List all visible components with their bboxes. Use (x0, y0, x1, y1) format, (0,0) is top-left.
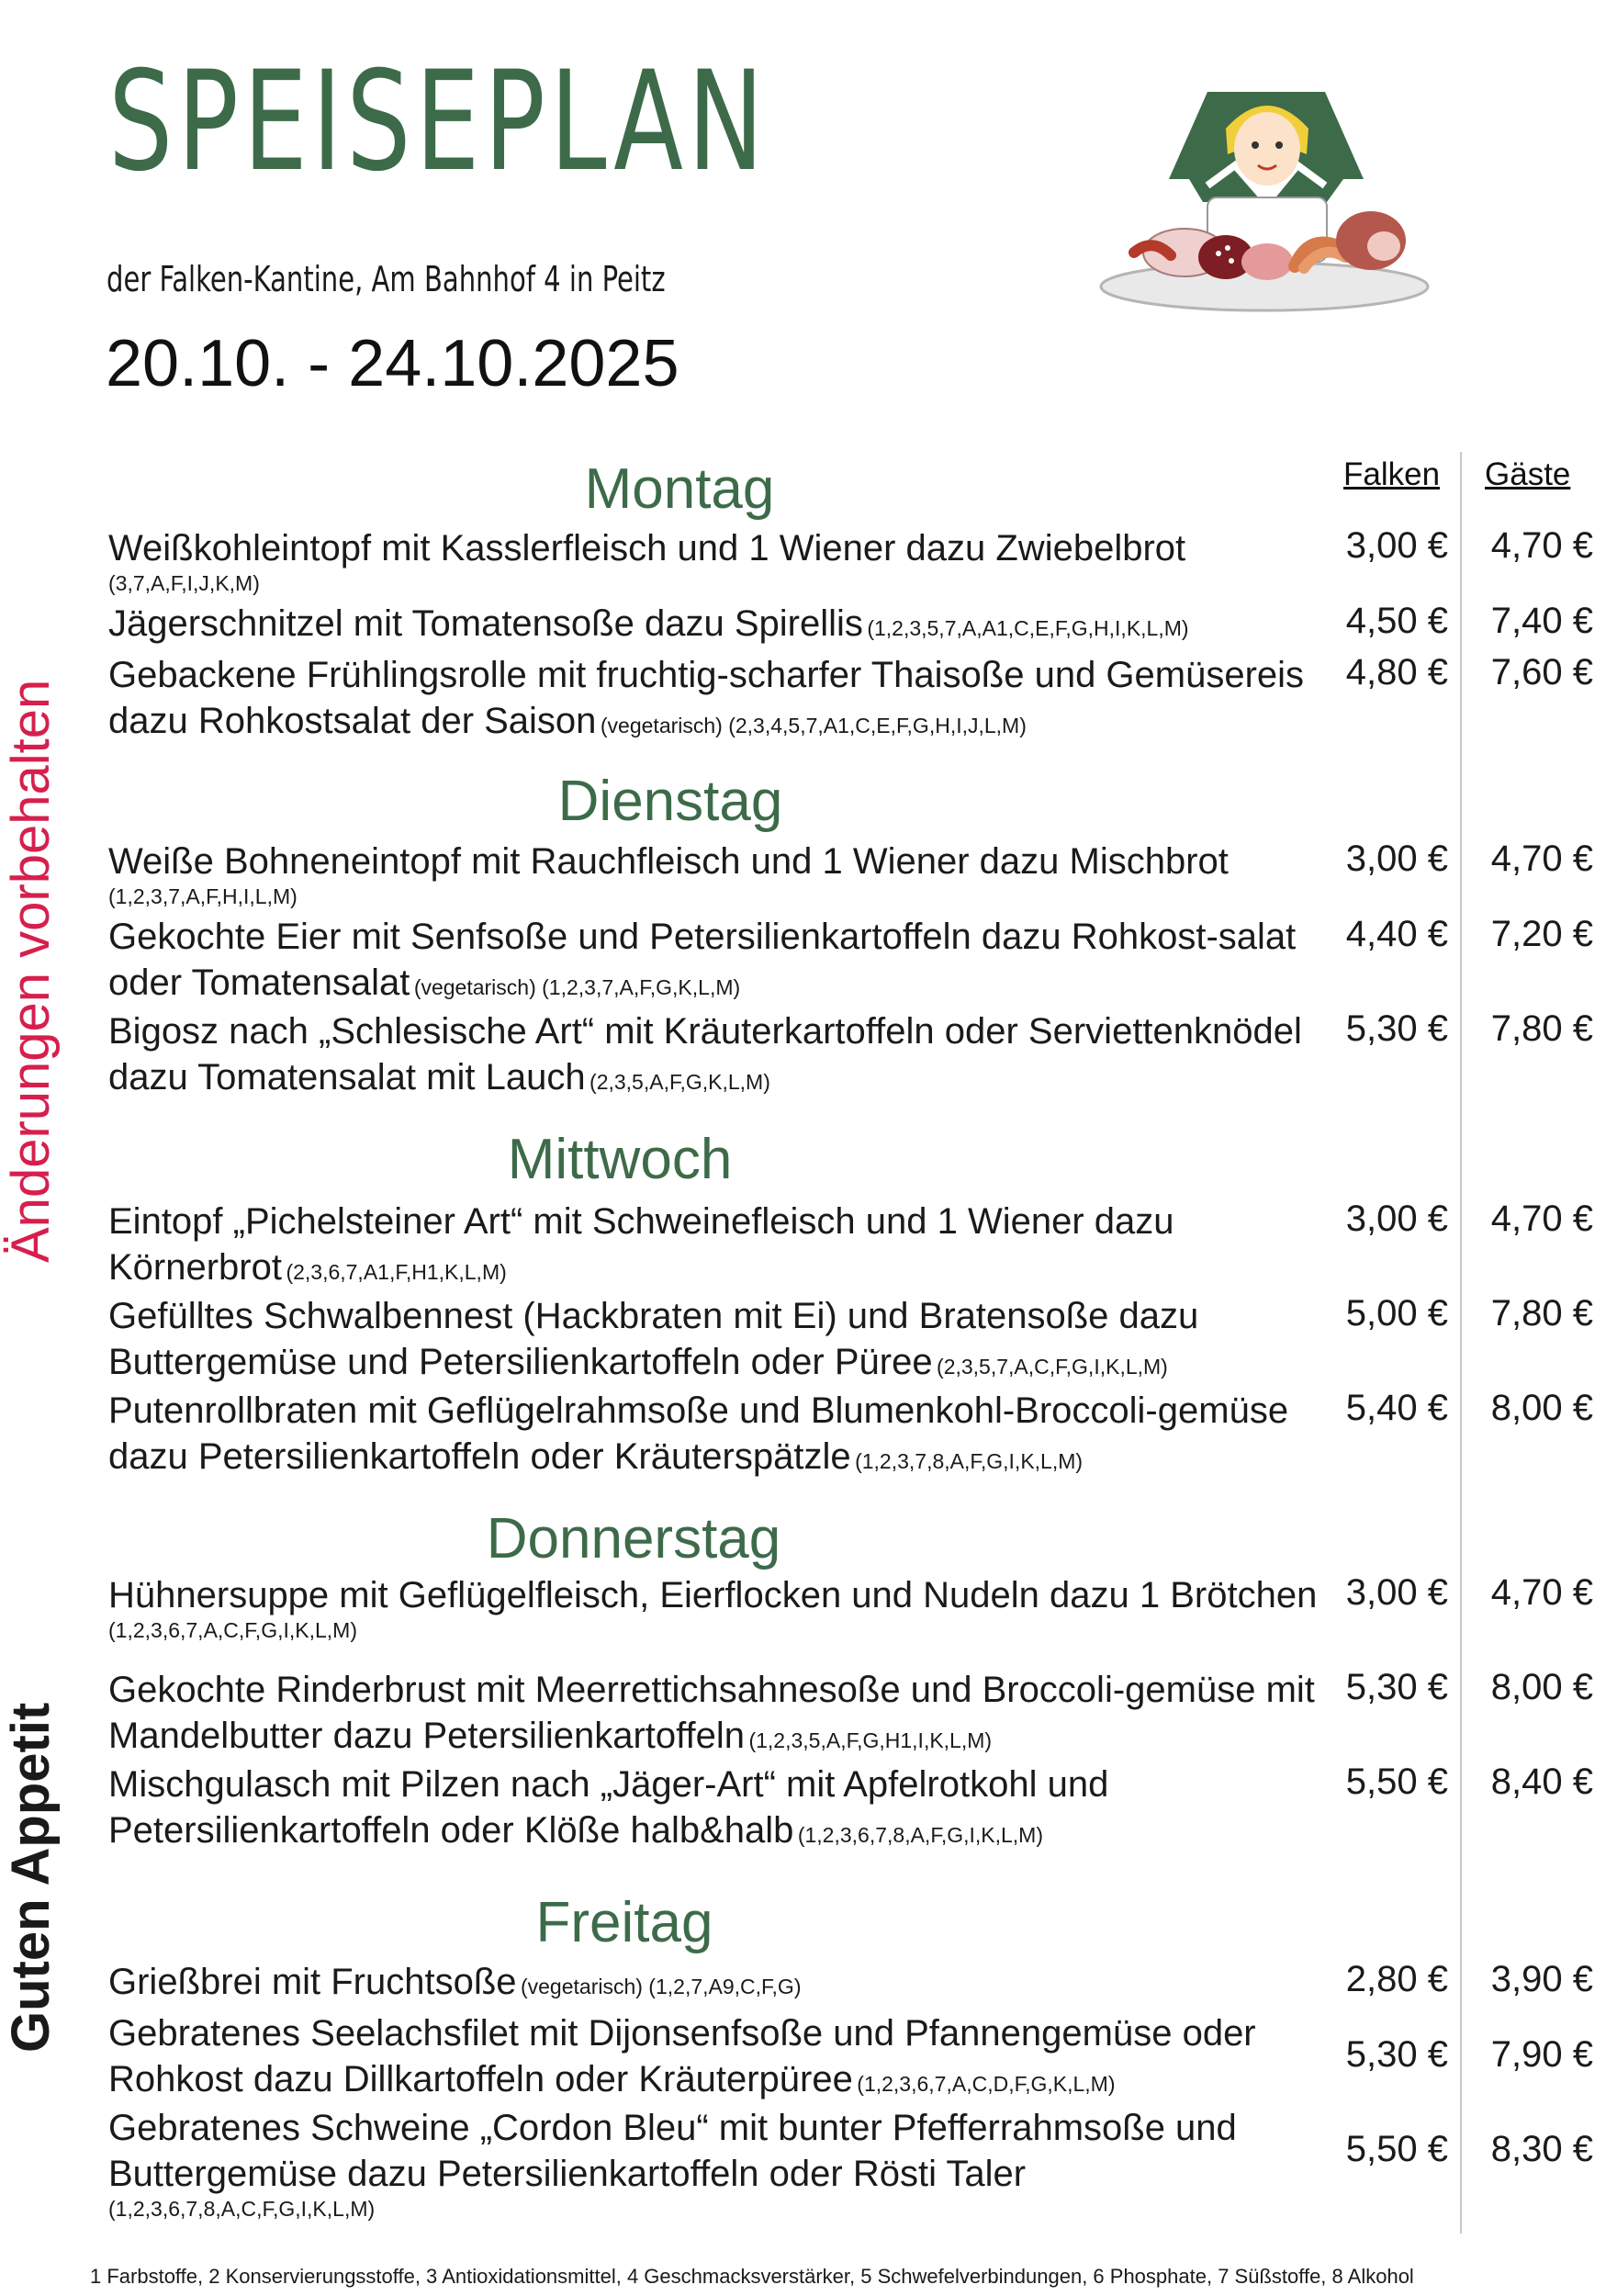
allergen-codes: (1,2,3,6,7,8,A,F,G,I,K,L,M) (797, 1823, 1044, 1847)
price-gaeste: 4,70 € (1490, 838, 1593, 879)
dish-name: Eintopf „Pichelsteiner Art“ mit Schweinefleisch und 1 Wiener dazu Körnerbrot (108, 1201, 1174, 1288)
price-column-divider (1460, 452, 1462, 2234)
dish-name: Gefülltes Schwalbennest (Hackbraten mit Ei) und Bratensoße dazu Buttergemüse und Petersilienkartoffeln oder Püree (108, 1296, 1199, 1382)
price-gaeste: 7,60 € (1490, 652, 1593, 692)
menu-item (108, 1959, 1320, 2005)
allergen-codes: (1,2,3,6,7,A,C,F,G,I,K,L,M) (108, 1618, 357, 1642)
menu-item (108, 1388, 1320, 1480)
day-heading-mittwoch: Mittwoch (507, 1128, 733, 1191)
canteen-mascot-logo (1097, 73, 1432, 317)
dish-name: Weißkohleintopf mit Kasslerfleisch und 1 Wiener dazu Zwiebelbrot (108, 528, 1186, 568)
day-heading-donnerstag: Donnerstag (486, 1507, 781, 1570)
menu-item (108, 2010, 1320, 2102)
dish-name: Putenrollbraten mit Geflügelrahmsoße und Blumenkohl-Broccoli-gemüse dazu Petersilienkartoffeln oder Kräuterspätzle (108, 1390, 1289, 1477)
dish-name: Gebratenes Schweine „Cordon Bleu“ mit bunter Pfefferrahmsoße und Buttergemüse dazu Petersilienkartoffeln oder Rösti Taler (108, 2108, 1237, 2194)
price-falken: 5,00 € (1345, 1293, 1448, 1334)
allergen-legend: 1 Farbstoffe, 2 Konservierungsstoffe, 3 Antioxidationsmittel, 4 Geschmacksverstärker, 5 Schwefelverbindungen, 6 Phosphate, 7 Süßstoffe, 8 Alkohol (90, 2265, 1414, 2288)
price-falken: 2,80 € (1345, 1959, 1448, 1999)
bon-appetit-text: Guten Appetit (1, 1702, 61, 2053)
price-gaeste: 7,80 € (1490, 1293, 1593, 1334)
allergen-codes: (2,3,5,A,F,G,K,L,M) (590, 1070, 770, 1094)
allergen-codes: (3,7,A,F,I,J,K,M) (108, 571, 260, 595)
price-gaeste: 7,40 € (1490, 601, 1593, 641)
allergen-codes: (1,2,3,7,8,A,F,G,I,K,L,M) (855, 1449, 1084, 1473)
allergen-codes: (vegetarisch) (2,3,4,5,7,A1,C,E,F,G,H,I,J,L,M) (600, 714, 1027, 737)
price-falken: 5,30 € (1345, 2034, 1448, 2075)
dish-name: Gekochte Rinderbrust mit Meerrettichsahnesoße und Broccoli-gemüse mit Mandelbutter dazu Petersilienkartoffeln (108, 1670, 1315, 1756)
menu-item (108, 914, 1320, 1006)
allergen-codes: (2,3,6,7,A1,F,H1,K,L,M) (286, 1260, 507, 1284)
allergen-codes: (1,2,3,7,A,F,H,I,L,M) (108, 884, 298, 908)
allergen-codes: (2,3,5,7,A,C,F,G,I,K,L,M) (937, 1355, 1168, 1379)
price-falken: 5,30 € (1345, 1667, 1448, 1707)
price-gaeste: 7,90 € (1490, 2034, 1593, 2075)
dish-name: Gebackene Frühlingsrolle mit fruchtig-scharfer Thaisoße und Gemüsereis dazu Rohkostsalat der Saison (108, 655, 1305, 741)
menu-item (108, 838, 1320, 908)
price-falken: 3,00 € (1345, 1572, 1448, 1613)
page-subtitle: der Falken-Kantine, Am Bahnhof 4 in Peitz (107, 259, 666, 299)
menu-item (108, 1761, 1320, 1853)
price-gaeste: 4,70 € (1490, 1572, 1593, 1613)
price-falken: 3,00 € (1345, 525, 1448, 566)
price-gaeste: 8,00 € (1490, 1667, 1593, 1707)
price-falken: 5,50 € (1345, 1761, 1448, 1802)
menu-item (108, 1572, 1320, 1642)
price-gaeste: 4,70 € (1490, 525, 1593, 566)
menu-item (108, 1199, 1320, 1290)
menu-item (108, 1008, 1320, 1100)
price-gaeste: 7,20 € (1490, 914, 1593, 954)
price-falken: 5,30 € (1345, 1008, 1448, 1049)
price-falken: 5,40 € (1345, 1388, 1448, 1428)
menu-item (108, 601, 1320, 647)
price-falken: 4,40 € (1345, 914, 1448, 954)
dish-name: Hühnersuppe mit Geflügelfleisch, Eierflocken und Nudeln dazu 1 Brötchen (108, 1575, 1318, 1615)
price-falken: 4,80 € (1345, 652, 1448, 692)
dish-name: Jägerschnitzel mit Tomatensoße dazu Spirellis (108, 603, 863, 644)
menu-item (108, 525, 1320, 595)
price-falken: 3,00 € (1345, 1199, 1448, 1239)
price-gaeste: 8,30 € (1490, 2129, 1593, 2169)
day-heading-montag: Montag (584, 457, 775, 521)
menu-item (108, 1667, 1320, 1759)
price-falken: 5,50 € (1345, 2129, 1448, 2169)
column-header-falken: Falken (1343, 456, 1441, 492)
dish-name: Gebratenes Seelachsfilet mit Dijonsenfsoße und Pfannengemüse oder Rohkost dazu Dillkartoffeln oder Kräuterpüree (108, 2013, 1256, 2099)
dish-name: Grießbrei mit Fruchtsoße (108, 1962, 517, 2002)
dish-name: Gekochte Eier mit Senfsoße und Petersilienkartoffeln dazu Rohkost-salat oder Tomatensalat (108, 917, 1297, 1003)
menu-item (108, 1293, 1320, 1385)
allergen-codes: (1,2,3,6,7,8,A,C,F,G,I,K,L,M) (108, 2197, 376, 2221)
column-header-gaeste: Gäste (1485, 456, 1571, 492)
price-gaeste: 4,70 € (1490, 1199, 1593, 1239)
dish-name: Weiße Bohneneintopf mit Rauchfleisch und 1 Wiener dazu Mischbrot (108, 841, 1229, 882)
day-heading-dienstag: Dienstag (557, 770, 783, 833)
day-heading-freitag: Freitag (535, 1891, 713, 1954)
allergen-codes: (1,2,3,5,A,F,G,H1,I,K,L,M) (748, 1728, 993, 1752)
page-title: SPEISEPLAN (108, 42, 769, 202)
price-gaeste: 7,80 € (1490, 1008, 1593, 1049)
menu-item (108, 2105, 1320, 2221)
date-range: 20.10. - 24.10.2025 (106, 327, 679, 400)
allergen-codes: (1,2,3,6,7,A,C,D,F,G,K,L,M) (857, 2072, 1116, 2096)
price-falken: 3,00 € (1345, 838, 1448, 879)
price-gaeste: 8,40 € (1490, 1761, 1593, 1802)
allergen-codes: (vegetarisch) (1,2,3,7,A,F,G,K,L,M) (413, 975, 741, 999)
allergen-codes: (1,2,3,5,7,A,A1,C,E,F,G,H,I,K,L,M) (867, 616, 1189, 640)
price-gaeste: 3,90 € (1490, 1959, 1593, 1999)
price-gaeste: 8,00 € (1490, 1388, 1593, 1428)
changes-reserved-note: Änderungen vorbehalten (1, 679, 61, 1263)
dish-name: Bigosz nach „Schlesische Art“ mit Kräuterkartoffeln oder Serviettenknödel dazu Tomatensalat mit Lauch (108, 1011, 1302, 1097)
dish-name: Mischgulasch mit Pilzen nach „Jäger-Art“ mit Apfelrotkohl und Petersilienkartoffeln oder Klöße halb&halb (108, 1764, 1109, 1851)
price-falken: 4,50 € (1345, 601, 1448, 641)
allergen-codes: (vegetarisch) (1,2,7,A9,C,F,G) (520, 1975, 802, 1998)
menu-item (108, 652, 1339, 744)
